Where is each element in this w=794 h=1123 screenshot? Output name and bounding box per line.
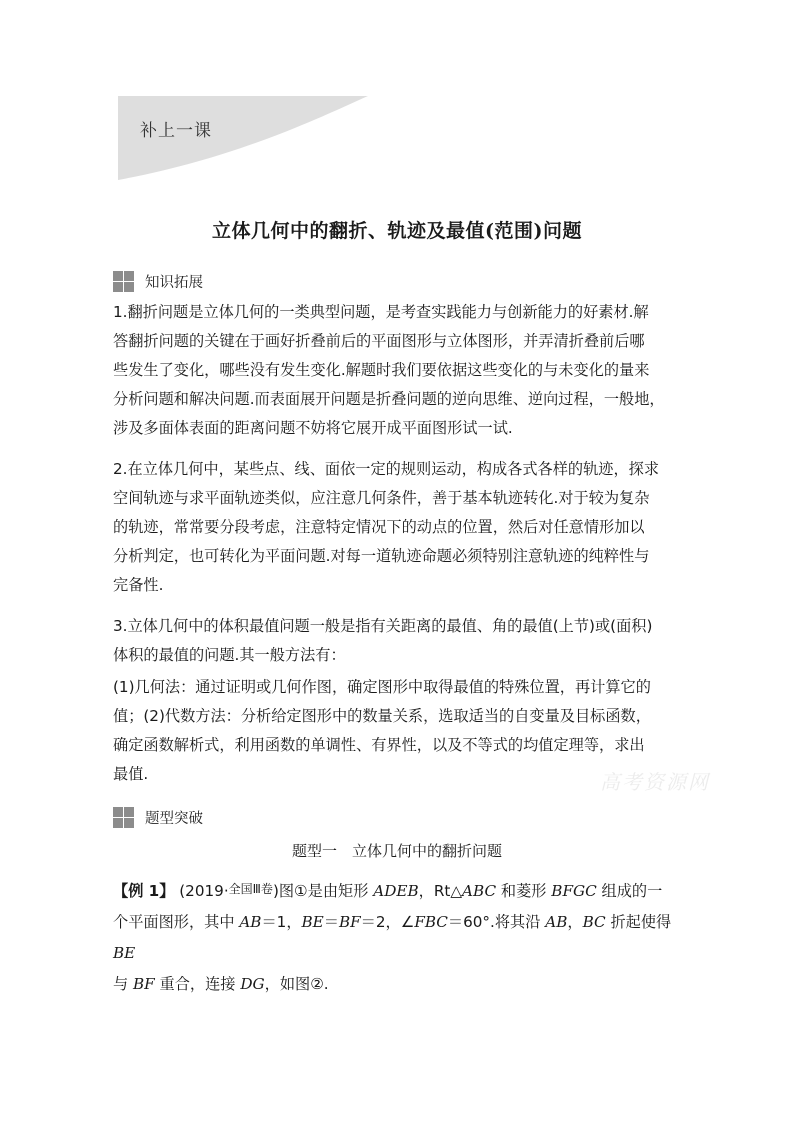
math-symbol: BF	[338, 913, 361, 931]
example-text: 个平面图形，其中	[113, 913, 240, 931]
example-text: 与	[113, 975, 134, 993]
text-line: 值；(2)代数方法：分析给定图形中的数量关系，选取适当的自变量及目标函数，	[113, 707, 651, 725]
section-grid-icon	[113, 807, 134, 828]
text-line: 的轨迹，常常要分段考虑，注意特定情况下的动点的位置，然后对任意情形加以	[113, 518, 645, 536]
math-symbol: BFGC	[551, 882, 597, 900]
paragraph-3	[113, 612, 685, 670]
text-line: 1.翻折问题是立体几何的一类典型问题，是考查实践能力与创新能力的好素材.解	[113, 303, 649, 321]
example-text: ，如图②.	[264, 975, 329, 993]
math-symbol: AB	[239, 913, 262, 931]
problem-type-title: 题型一 立体几何中的翻折问题	[291, 842, 502, 860]
text-line: 些发生了变化，哪些没有发生变化.解题时我们要依据这些变化的与未变化的量来	[113, 361, 650, 379]
example-line	[113, 907, 685, 969]
page-title: 立体几何中的翻折、轨迹及最值(范围)问题	[212, 220, 582, 242]
math-symbol: ABC	[462, 882, 497, 900]
section-types-label: 题型突破	[145, 810, 203, 827]
exam-tag: 全国Ⅲ卷	[228, 882, 273, 896]
example-text: ＝60°.将其沿	[447, 913, 546, 931]
text-line: 2.在立体几何中，某些点、线、面依一定的规则运动，构成各式各样的轨迹，探求	[113, 460, 660, 478]
example-text: 和菱形	[496, 882, 552, 900]
text-line: 分析问题和解决问题.而表面展开问题是折叠问题的逆向思维、逆向过程，一般地，	[113, 390, 665, 408]
paragraph-1	[113, 298, 685, 443]
math-symbol: FBC	[414, 913, 448, 931]
math-symbol: BE	[113, 944, 136, 962]
math-symbol: ADEB	[373, 882, 419, 900]
example-line	[113, 969, 685, 1000]
example-text: )图①是由矩形	[272, 882, 374, 900]
text-line: 最值.	[113, 765, 149, 783]
watermark: 高考资源网	[600, 770, 710, 794]
math-symbol: DG	[240, 975, 265, 993]
text-line: 空间轨迹与求平面轨迹类似，应注意几何条件，善于基本轨迹转化.对于较为复杂	[113, 489, 650, 507]
text-line: 分析判定，也可转化为平面问题.对每一道轨迹命题必须特别注意轨迹的纯粹性与	[113, 547, 650, 565]
example-text: 折起使得	[605, 913, 672, 931]
math-symbol: BF	[133, 975, 155, 993]
text-line: 体积的最值的问题.其一般方法有：	[113, 646, 346, 664]
section-knowledge-label: 知识拓展	[145, 274, 203, 291]
example-text: 重合，连接	[154, 975, 241, 993]
text-line: (1)几何法：通过证明或几何作图，确定图形中取得最值的特殊位置，再计算它的	[113, 678, 651, 696]
example-text: ，	[567, 913, 583, 931]
math-symbol: AB	[545, 913, 568, 931]
section-knowledge	[113, 270, 203, 292]
example-text: ＝1，	[261, 913, 302, 931]
section-types	[113, 806, 203, 828]
paragraph-2	[113, 455, 685, 600]
example-text: ＝2，∠	[360, 913, 415, 931]
math-symbol: BE	[301, 913, 324, 931]
text-line: 涉及多面体表面的距离问题不妨将它展开成平面图形试一试.	[113, 419, 513, 437]
text-line: 确定函数解析式，利用函数的单调性、有界性，以及不等式的均值定理等，求出	[113, 736, 645, 754]
example-text: ，Rt△	[418, 882, 463, 900]
example-text: 组成的一	[596, 882, 663, 900]
example-tag: 【例 1】	[113, 882, 175, 900]
text-line: 3.立体几何中的体积最值问题一般是指有关距离的最值、角的最值(上节)或(面积)	[113, 617, 653, 635]
example-1	[113, 874, 685, 1000]
text-line: 答翻折问题的关键在于画好折叠前后的平面图形与立体图形，并弄清折叠前后哪	[113, 332, 645, 350]
section-grid-icon	[113, 271, 134, 292]
math-symbol: BC	[582, 913, 606, 931]
text-line: 完备性.	[113, 576, 164, 594]
example-line	[113, 874, 685, 907]
chapter-tab-label: 补上一课	[140, 121, 212, 141]
example-text: ＝	[323, 913, 339, 931]
example-year: (2019·	[179, 882, 229, 900]
